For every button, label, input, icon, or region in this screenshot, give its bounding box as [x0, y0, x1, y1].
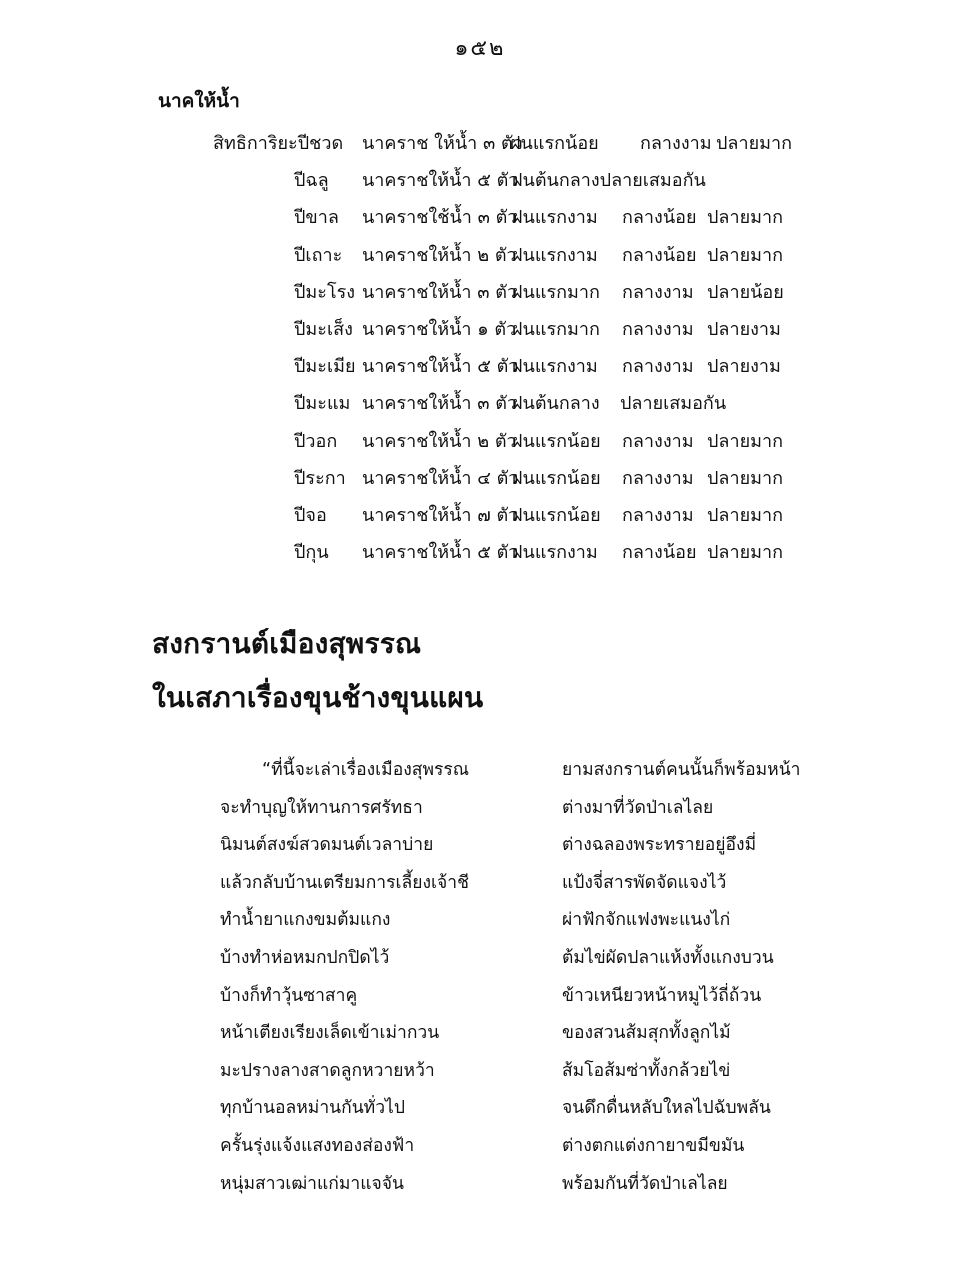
poem-line-right: ต่างมาที่วัดป่าเลไลย — [562, 797, 714, 818]
year-name: ปีระกา — [294, 467, 346, 489]
year-name: ปีมะเมีย — [294, 356, 356, 378]
year-name: ปีกุน — [294, 542, 329, 564]
poem-line-left: จะทำบุญให้ทานการศรัทธา — [220, 797, 423, 818]
rain-middle: กลางน้อย — [622, 542, 697, 564]
rain-first: ฝนแรกงาม — [512, 542, 598, 564]
rain-end: ปลายมาก — [716, 133, 792, 154]
poem-line-left: บ้างก็ทำวุ้นซาสาคู — [220, 985, 358, 1006]
rain-end: ปลายมาก — [707, 244, 783, 266]
poem-line-right: ส้มโอส้มซ่าทั้งกล้วยไข่ — [562, 1060, 731, 1081]
poem-line-right: แป้งจี่สารพัดจัดแจงไว้ — [562, 872, 727, 893]
rain-first: ฝนแรกมาก — [512, 281, 600, 303]
rain-first: ฝนต้นกลาง — [512, 393, 600, 415]
rain-middle: กลางงาม — [640, 133, 712, 154]
naga-count: นาคราชให้น้ำ ๒ ตัว — [362, 244, 517, 266]
rain-end: ปลายงาม — [707, 356, 781, 378]
poem-line-left: มะปรางลางสาดลูกหวายหว้า — [220, 1060, 435, 1081]
poem-line-right: จนดึกดื่นหลับใหลไปฉับพลัน — [562, 1098, 771, 1119]
rain-middle: กลางงาม — [622, 430, 694, 452]
rain-end: ปลายน้อย — [707, 281, 784, 303]
rain-middle: กลางน้อย — [622, 207, 697, 229]
rain-middle: กลางงาม — [622, 505, 694, 526]
poem-line-left: แล้วกลับบ้านเตรียมการเลี้ยงเจ้าชี — [220, 872, 469, 893]
poem-line-left: หนุ่มสาวเฒ่าแก่มาแจจัน — [220, 1173, 404, 1194]
naga-count: นาคราชให้น้ำ ๕ ตัว — [362, 170, 519, 192]
rain-middle: กลางงาม — [622, 356, 694, 378]
poem-line-right: ผ่าฟักจักแฟงพะแนงไก่ — [562, 910, 731, 931]
naga-count: นาคราช ให้น้ำ ๓ ตัว — [362, 133, 523, 154]
year-name: ปีมะแม — [294, 393, 351, 415]
year-name: ปีฉลู — [294, 170, 329, 192]
naga-count: นาคราชให้น้ำ ๗ ตัว — [362, 505, 519, 526]
rain-middle: กลางงาม — [622, 281, 694, 303]
poem-line-left: “ที่นี้จะเล่าเรื่องเมืองสุพรรณ — [262, 760, 470, 780]
rain-first: ฝนแรกน้อย — [512, 505, 601, 526]
title-line-2: ในเสภาเรื่องขุนช้างขุนแผน — [152, 681, 484, 714]
year-name: ปีเถาะ — [294, 244, 343, 266]
rain-first: ฝนแรกงาม — [512, 244, 598, 266]
year-name: ปีมะโรง — [294, 281, 356, 303]
rain-first: ฝนแรกน้อย — [512, 430, 601, 452]
rain-end: ปลายงาม — [707, 319, 781, 340]
rain-first: ฝนแรกน้อย — [510, 133, 599, 154]
page-number: ๑๕๒ — [454, 36, 506, 61]
naga-count: นาคราชให้น้ำ ๓ ตัว — [362, 281, 518, 303]
poem-line-left: ทำน้ำยาแกงขมต้มแกง — [220, 910, 391, 931]
year-name: ปีขาล — [294, 207, 339, 229]
rain-middle: กลางน้อย — [622, 244, 697, 266]
naga-count: นาคราชให้น้ำ ๕ ตัว — [362, 542, 519, 564]
poem-line-right: ต่างฉลองพระทรายอยู่อึงมี่ — [562, 835, 757, 856]
year-name: ปีจอ — [294, 505, 327, 526]
poem-line-right: ต้มไข่ผัดปลาแห้งทั้งแกงบวน — [562, 948, 774, 968]
naga-count: นาคราชให้น้ำ ๓ ตัว — [362, 393, 518, 415]
naga-count: นาคราชใช้น้ำ ๓ ตัว — [362, 207, 518, 229]
poem-line-left: บ้างทำห่อหมกปกปิดไว้ — [220, 948, 390, 968]
rain-end: ปลายมาก — [707, 542, 783, 564]
rain-first: ฝนแรกมาก — [512, 319, 600, 340]
poem-line-right: พร้อมกันที่วัดป่าเลไลย — [562, 1173, 728, 1194]
rain-end: ปลายมาก — [707, 207, 783, 229]
naga-count: นาคราชให้น้ำ ๑ ตัว — [362, 319, 517, 340]
poem-line-right: ยามสงกรานต์คนนั้นก็พร้อมหน้า — [562, 760, 801, 780]
poem-line-right: ต่างตกแต่งกายาขมีขมัน — [562, 1136, 745, 1156]
rain-middle: กลางงาม — [622, 319, 694, 340]
poem-line-left: หน้าเตียงเรียงเล็ดเข้าเม่ากวน — [220, 1023, 440, 1044]
year-name: ปีมะเส็ง — [294, 319, 353, 340]
rain-end: ปลายมาก — [707, 505, 783, 526]
poem-line-left: นิมนต์สงฆ์สวดมนต์เวลาบ่าย — [220, 835, 434, 856]
naga-count: นาคราชให้น้ำ ๔ ตัว — [362, 467, 519, 489]
rain-first: ฝนแรกน้อย — [512, 467, 601, 489]
poem-line-left: ครั้นรุ่งแจ้งแสงทองส่องฟ้า — [220, 1136, 415, 1156]
section-heading: นาคให้น้ำ — [158, 90, 240, 112]
rain-first: ฝนแรกงาม — [512, 207, 598, 229]
rain-end: ปลายมาก — [707, 430, 783, 452]
naga-count: นาคราชให้น้ำ ๒ ตัว — [362, 430, 517, 452]
year-name: สิทธิการิยะปีชวด — [213, 133, 344, 154]
rain-end: ปลายมาก — [707, 467, 783, 489]
poem-line-right: ข้าวเหนียวหน้าหมูไว้ถี่ถ้วน — [562, 985, 762, 1006]
poem-line-left: ทุกบ้านอลหม่านกันทั่วไป — [220, 1098, 405, 1119]
rain-middle: กลางงาม — [622, 467, 694, 489]
rain-first: ฝนแรกงาม — [512, 356, 598, 378]
year-name: ปีวอก — [294, 430, 338, 452]
naga-count: นาคราชให้น้ำ ๕ ตัว — [362, 356, 519, 378]
poem-line-right: ของสวนส้มสุกทั้งลูกไม้ — [562, 1023, 731, 1044]
rain-first: ฝนต้นกลางปลายเสมอกัน — [512, 170, 706, 192]
rain-middle: ปลายเสมอกัน — [620, 393, 727, 415]
title-line-1: สงกรานต์เมืองสุพรรณ — [152, 627, 422, 660]
